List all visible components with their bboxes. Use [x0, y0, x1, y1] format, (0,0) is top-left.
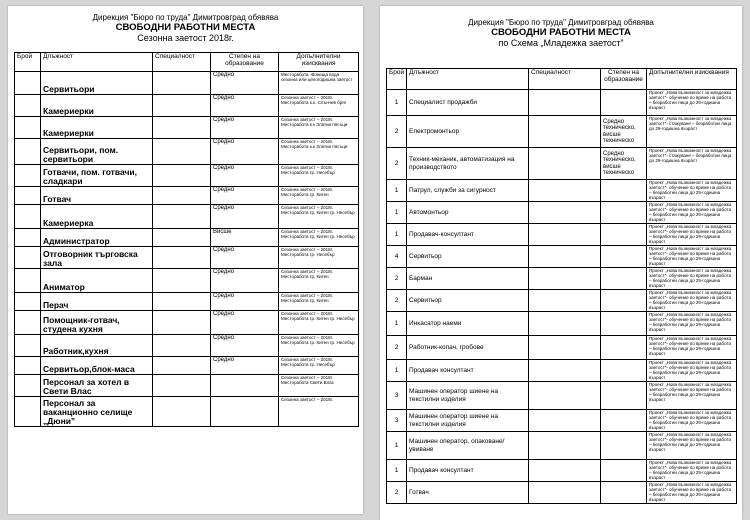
cell-specialty [529, 290, 601, 312]
cell-position: Сервитьор,блок-маса [41, 357, 153, 375]
table-row [15, 117, 359, 139]
youth-jobs-body [387, 90, 737, 504]
cell-count: 3 [387, 382, 407, 410]
cell-education [601, 224, 647, 246]
cell-education [211, 397, 279, 427]
cell-count: 1 [387, 460, 407, 482]
cell-position: Сервитьор [407, 246, 529, 268]
cell-position: Сервитьор [407, 290, 529, 312]
cell-count [15, 335, 41, 357]
cell-specialty [153, 397, 211, 427]
cell-specialty [153, 72, 211, 95]
cell-requirements: Проект „Нова възможност за младежка заетост“- обучение по време на работа – безработни лица до 29-годишна възраст [647, 432, 737, 460]
cell-count [15, 269, 41, 293]
cell-education [601, 410, 647, 432]
cell-count: 1 [387, 432, 407, 460]
cell-education [601, 432, 647, 460]
cell-requirements: Сезонна заетост – 2018г. Месторабота гр. Китен [279, 269, 359, 293]
table-row [387, 202, 737, 224]
cell-count [15, 357, 41, 375]
cell-position: Машинен оператор шиене на текстилни изделия [407, 382, 529, 410]
cell-requirements: Проект „Нова възможност за младежка заетост“- обучение по време на работа – безработни лица до 29-годишна възраст [647, 382, 737, 410]
table-row [387, 90, 737, 116]
right-page-header [380, 18, 742, 48]
table-row [15, 269, 359, 293]
cell-specialty [529, 148, 601, 180]
col-header-education: Степен на образование [601, 69, 647, 90]
cell-requirements: Проект „Нова възможност за младежка заетост“- обучение по време на работа – безработни лица до 29-годишна възраст [647, 180, 737, 202]
cell-education: Средно [211, 293, 279, 311]
cell-requirements: Сезонна заетост – 2018г. Месторабота к.к Златни пясъци [279, 117, 359, 139]
cell-requirements: Месторабота -Вонещa вода сезонна или целогодишна заетост [279, 72, 359, 95]
cell-requirements: Проект „Нова възможност за младежка заетост“- обучение по време на работа – безработни лица до 29-годишна възраст [647, 336, 737, 360]
cell-position: Отговорник търговска зала [41, 247, 153, 269]
cell-requirements: Сезонна заетост – 2018г. Месторабота гр. Несебър [279, 357, 359, 375]
cell-position: Перач [41, 293, 153, 311]
table-row [15, 335, 359, 357]
left-header-subtitle: Сезонна заетост 2018г. [137, 33, 234, 43]
table-row [387, 290, 737, 312]
cell-education: Средно [211, 139, 279, 165]
col-header-requirements: Допълнителни изисквания [647, 69, 737, 90]
cell-count: 4 [387, 246, 407, 268]
cell-position: Продавач консултант [407, 460, 529, 482]
table-row [15, 293, 359, 311]
table-row [387, 482, 737, 504]
cell-requirements: Сезонна заетост – 2018г. Месторабота к.к. Слънчев бряг [279, 95, 359, 117]
col-header-specialty: Специалност [529, 69, 601, 90]
cell-position: Машинен оператор, опаковане/увиване [407, 432, 529, 460]
cell-education [601, 360, 647, 382]
cell-position: Администратор [41, 229, 153, 247]
cell-count [15, 205, 41, 229]
cell-count: 1 [387, 90, 407, 116]
cell-requirements: Проект „Нова възможност за младежка заетост“- обучение по време на работа – безработни лица до 29-годишна възраст [647, 202, 737, 224]
cell-specialty [153, 187, 211, 205]
cell-requirements: Сезонна заетост – 2018г. Месторабота гр. Китен гр. Несебър [279, 205, 359, 229]
cell-education: Средно [211, 357, 279, 375]
table-row [387, 224, 737, 246]
cell-count: 3 [387, 410, 407, 432]
cell-specialty [153, 117, 211, 139]
table-row [387, 116, 737, 148]
cell-position: Патрул, служби за сигурност [407, 180, 529, 202]
table-row [15, 229, 359, 247]
cell-education: Средно [211, 335, 279, 357]
col-header-education: Степен на образование [211, 53, 279, 72]
table-row [15, 357, 359, 375]
cell-education [601, 460, 647, 482]
cell-requirements: Проект „Нова възможност за младежка заетост“- обучение по време на работа – безработни лица до 29-годишна възраст [647, 360, 737, 382]
cell-requirements: Проект „Нова възможност за младежка заетост“- стажуване – безработни лица до 29-годишна възраст [647, 116, 737, 148]
table-row [387, 432, 737, 460]
table-row [387, 382, 737, 410]
cell-position: Инкасатор наеми [407, 312, 529, 336]
table-row [387, 410, 737, 432]
col-header-requirements: Допълнителни изисквания [279, 53, 359, 72]
cell-education [601, 382, 647, 410]
col-header-count: Брой [15, 53, 41, 72]
cell-count: 2 [387, 482, 407, 504]
cell-requirements: Сезонна заетост – 2018г. Месторабота гр. Китен гр. Несебър [279, 335, 359, 357]
cell-count [15, 95, 41, 117]
cell-education: Средно [211, 165, 279, 187]
cell-position: Специалист продажби [407, 90, 529, 116]
cell-specialty [529, 224, 601, 246]
cell-position: Барман [407, 268, 529, 290]
cell-education [601, 90, 647, 116]
cell-specialty [529, 268, 601, 290]
cell-requirements: Сезонна заетост – 2018г. Месторабота гр. Несебър [279, 247, 359, 269]
cell-requirements: Сезонна заетост – 2018г. Месторабота гр. Китен гр. Несебър [279, 229, 359, 247]
cell-requirements: Сезонна заетост – 2018г. Месторабота к.к Златни пясъци [279, 139, 359, 165]
seasonal-jobs-body [15, 72, 359, 427]
cell-position: Аниматор [41, 269, 153, 293]
cell-position: Техник-механик, автоматизация на производството [407, 148, 529, 180]
cell-education [211, 375, 279, 397]
cell-education [601, 268, 647, 290]
cell-specialty [153, 293, 211, 311]
cell-count: 1 [387, 360, 407, 382]
left-document-page [8, 6, 363, 514]
cell-count [15, 375, 41, 397]
cell-specialty [529, 460, 601, 482]
table-row [15, 397, 359, 427]
cell-requirements: Проект „Нова възможност за младежка заетост“- обучение по време на работа – безработни лица до 29-годишна възраст [647, 224, 737, 246]
table-row [15, 205, 359, 229]
cell-specialty [153, 95, 211, 117]
table-row [15, 72, 359, 95]
cell-position: Сервитьори [41, 72, 153, 95]
cell-position: Помощник-готвач, студена кухня [41, 311, 153, 335]
cell-position: Персонал за ваканционно селище „Дюни” [41, 397, 153, 427]
cell-requirements: Проект „Нова възможност за младежка заетост“- стажуване – безработни лица до 29-годишна възраст [647, 148, 737, 180]
cell-count: 1 [387, 224, 407, 246]
right-header-subtitle: по Схема „Младежка заетост” [498, 38, 624, 48]
cell-count: 2 [387, 148, 407, 180]
cell-position: Камериерки [41, 95, 153, 117]
cell-requirements: Проект „Нова възможност за младежка заетост“- обучение по време на работа – безработни лица до 29-годишна възраст [647, 410, 737, 432]
left-page-header [8, 13, 363, 43]
cell-position: Работник-копач, гробове [407, 336, 529, 360]
cell-specialty [529, 202, 601, 224]
cell-position: Готвачи, пом. готвачи, сладкари [41, 165, 153, 187]
cell-count [15, 139, 41, 165]
cell-requirements: Проект „Нова възможност за младежка заетост“- обучение по време на работа – безработни лица до 29-годишна възраст [647, 290, 737, 312]
table-row [387, 180, 737, 202]
cell-requirements: Сезонна заетост – 2018г. Месторабота гр. Китен [279, 187, 359, 205]
cell-position: Работник,кухня [41, 335, 153, 357]
table-row [15, 375, 359, 397]
cell-requirements: Проект „Нова възможност за младежка заетост“- обучение по време на работа – безработни лица до 29-годишна възраст [647, 90, 737, 116]
cell-specialty [153, 357, 211, 375]
right-header-line: Дирекция "Бюро по труда" Димитровград обявява [468, 18, 654, 27]
cell-count [15, 293, 41, 311]
cell-count: 1 [387, 202, 407, 224]
cell-specialty [529, 246, 601, 268]
left-header-line: Дирекция "Бюро по труда" Димитровград обявява [92, 13, 279, 22]
cell-requirements: Сезонна заетост – 2018г. Месторабота гр. Китен гр. Несебър [279, 311, 359, 335]
cell-count: 2 [387, 116, 407, 148]
cell-education [601, 336, 647, 360]
cell-education: Средно [211, 205, 279, 229]
cell-count [15, 165, 41, 187]
table-row [387, 360, 737, 382]
cell-position: Камериерка [41, 205, 153, 229]
table-row [15, 139, 359, 165]
cell-requirements: Проект „Нова възможност за младежка заетост“- обучение по време на работа – безработни лица до 29-годишна възраст [647, 460, 737, 482]
cell-position: Готвач [41, 187, 153, 205]
table-row [15, 165, 359, 187]
cell-count [15, 397, 41, 427]
cell-education [601, 482, 647, 504]
col-header-position: Длъжност [41, 53, 153, 72]
cell-requirements: Сезонна заетост – 2018г. Месторабота Свети Влас [279, 375, 359, 397]
table-row [387, 336, 737, 360]
cell-count [15, 247, 41, 269]
right-document-page [380, 6, 742, 520]
cell-position: Сервитьори, пом. сервитьори [41, 139, 153, 165]
cell-specialty [529, 180, 601, 202]
table-row [15, 311, 359, 335]
col-header-specialty: Специалност [153, 53, 211, 72]
table-row [387, 460, 737, 482]
cell-specialty [529, 90, 601, 116]
cell-specialty [153, 165, 211, 187]
cell-requirements: Сезонна заетост – 2018г. Месторабота гр. Несебър [279, 165, 359, 187]
cell-specialty [153, 375, 211, 397]
cell-position: Персонал за хотел в Свети Влас [41, 375, 153, 397]
table-row [15, 95, 359, 117]
cell-requirements: Проект „Нова възможност за младежка заетост“- обучение по време на работа – безработни лица до 29-годишна възраст [647, 268, 737, 290]
cell-education [601, 202, 647, 224]
col-header-count: Брой [387, 69, 407, 90]
cell-count: 2 [387, 268, 407, 290]
cell-education: Средно [211, 311, 279, 335]
cell-education: Средно [211, 269, 279, 293]
right-header-title: СВОБОДНИ РАБОТНИ МЕСТА [491, 27, 631, 38]
cell-requirements: Сезонна заетост – 2018г. [279, 397, 359, 427]
cell-requirements: Проект „Нова възможност за младежка заетост“- обучение по време на работа – безработни лица до 29-годишна възраст [647, 312, 737, 336]
cell-position: Машинен оператор шиене на текстилни изделия [407, 410, 529, 432]
cell-specialty [153, 229, 211, 247]
cell-education: Средно [211, 95, 279, 117]
cell-position: Електромонтьор [407, 116, 529, 148]
table-row [387, 148, 737, 180]
cell-specialty [153, 205, 211, 229]
cell-count: 2 [387, 290, 407, 312]
cell-education [601, 312, 647, 336]
cell-education: Средно [211, 72, 279, 95]
cell-position: Продавач консултант [407, 360, 529, 382]
cell-count [15, 187, 41, 205]
cell-requirements: Сезонна заетост – 2018г. Месторабота гр. Китен [279, 293, 359, 311]
cell-education [601, 290, 647, 312]
cell-position: Камериерки [41, 117, 153, 139]
table-row [387, 312, 737, 336]
cell-education: Средно техническо, висше техническо [601, 148, 647, 180]
cell-specialty [529, 432, 601, 460]
cell-count [15, 311, 41, 335]
seasonal-jobs-table [14, 52, 359, 427]
cell-count: 2 [387, 336, 407, 360]
cell-specialty [153, 247, 211, 269]
cell-education [601, 246, 647, 268]
cell-education: Средно [211, 247, 279, 269]
cell-specialty [529, 410, 601, 432]
cell-education: Средно техническо, висше техническо [601, 116, 647, 148]
cell-specialty [529, 382, 601, 410]
cell-education: Висше [211, 229, 279, 247]
cell-position: Продавач-консултант [407, 224, 529, 246]
cell-education: Средно [211, 117, 279, 139]
cell-education: Средно [211, 187, 279, 205]
cell-specialty [153, 335, 211, 357]
cell-requirements: Проект „Нова възможност за младежка заетост“- обучение по време на работа – безработни лица до 29-годишна възраст [647, 246, 737, 268]
cell-specialty [529, 336, 601, 360]
cell-specialty [153, 311, 211, 335]
table-row [387, 268, 737, 290]
cell-specialty [529, 360, 601, 382]
table-header-row [15, 53, 359, 72]
cell-count [15, 72, 41, 95]
cell-count: 1 [387, 180, 407, 202]
youth-jobs-table [386, 68, 737, 504]
cell-specialty [529, 116, 601, 148]
cell-count [15, 229, 41, 247]
cell-specialty [153, 269, 211, 293]
table-row [15, 187, 359, 205]
cell-count: 1 [387, 312, 407, 336]
table-row [15, 247, 359, 269]
col-header-position: Длъжност [407, 69, 529, 90]
cell-requirements: Проект „Нова възможност за младежка заетост“- обучение по време на работа – безработни лица до 29-годишна възраст [647, 482, 737, 504]
cell-position: Автомонтьор [407, 202, 529, 224]
cell-count [15, 117, 41, 139]
cell-specialty [529, 312, 601, 336]
cell-position: Готвач [407, 482, 529, 504]
left-header-title: СВОБОДНИ РАБОТНИ МЕСТА [115, 22, 256, 33]
table-header-row [387, 69, 737, 90]
cell-specialty [529, 482, 601, 504]
cell-specialty [153, 139, 211, 165]
cell-education [601, 180, 647, 202]
table-row [387, 246, 737, 268]
